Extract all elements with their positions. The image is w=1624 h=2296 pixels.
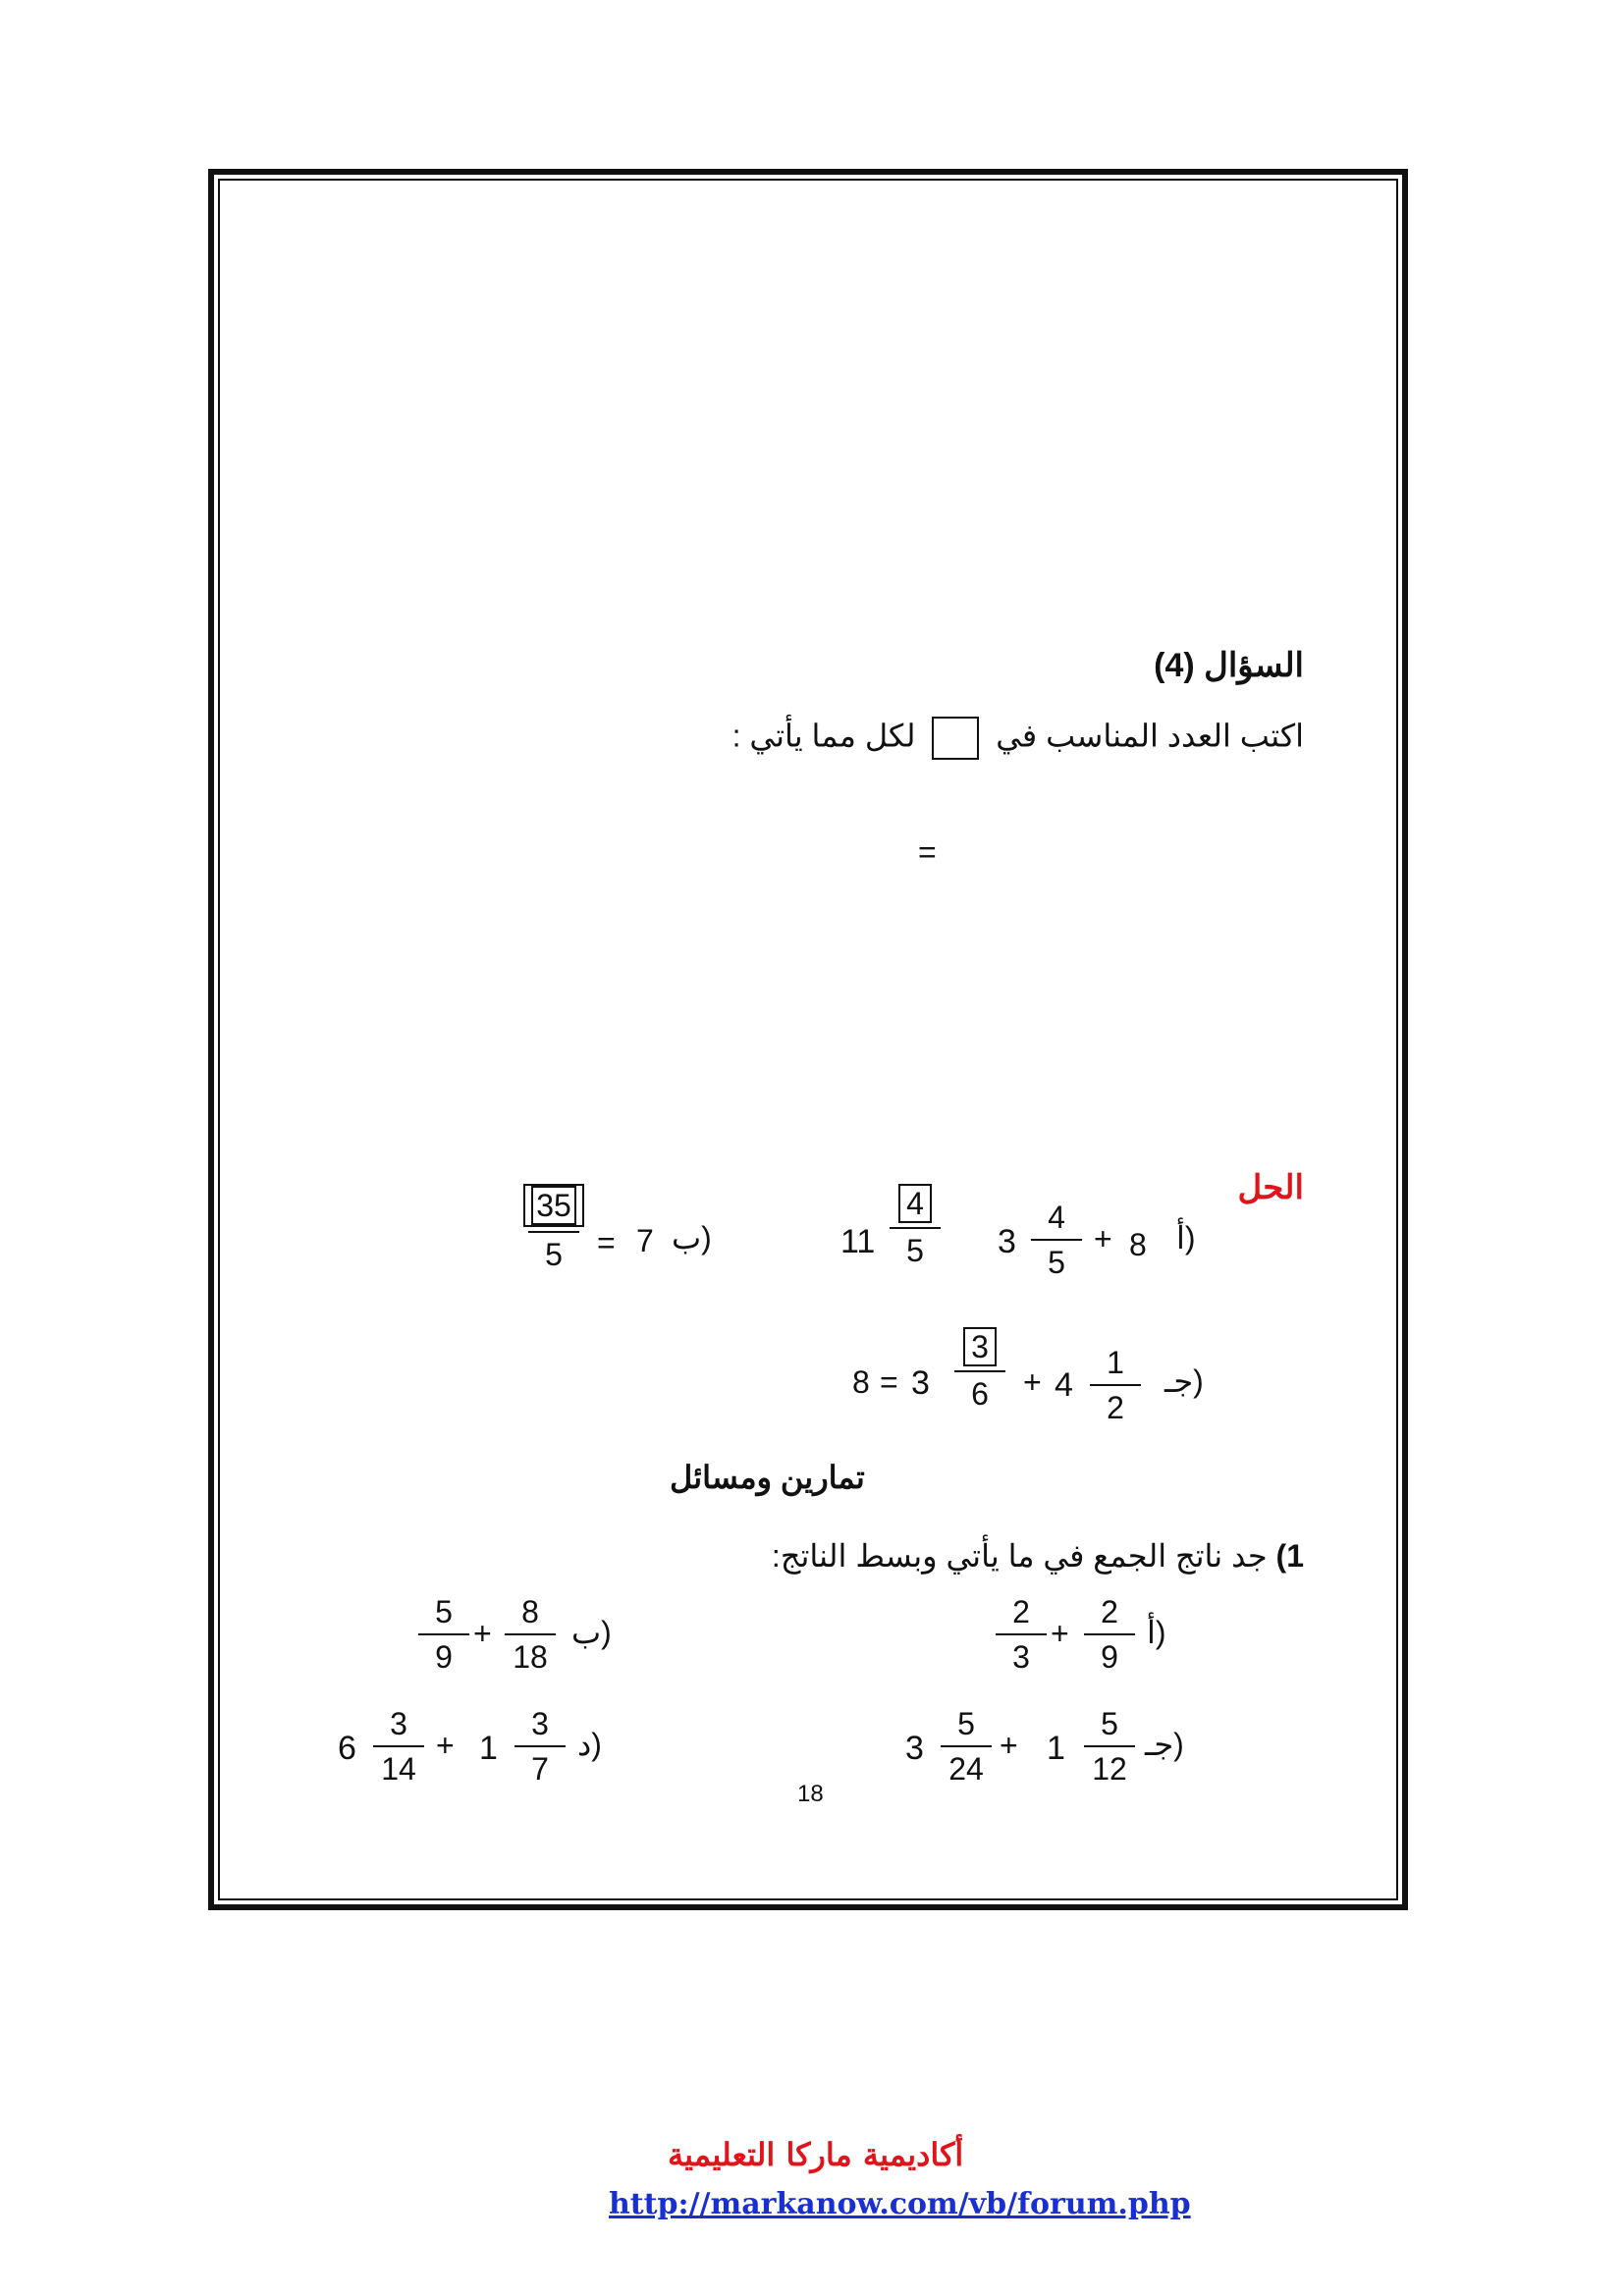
exercise-d-whole2: 6	[338, 1730, 356, 1767]
denominator: 24	[948, 1751, 984, 1787]
solution-c-result: 8	[852, 1364, 870, 1400]
question-instruction	[732, 717, 1304, 760]
numerator: 1	[1107, 1345, 1124, 1380]
solution-c-marker: جـ)	[1164, 1363, 1204, 1399]
exercise-d-whole1: 1	[479, 1730, 498, 1767]
numerator: 2	[1012, 1594, 1030, 1629]
denominator: 5	[906, 1233, 924, 1268]
fraction-bar	[505, 1633, 556, 1635]
exercise-1-number: 1)	[1275, 1538, 1304, 1574]
question-heading: السؤال (4)	[1154, 647, 1304, 684]
fraction-bar	[1090, 1384, 1141, 1386]
exercise-b-fraction2	[405, 1594, 483, 1675]
page-number: 18	[797, 1781, 824, 1807]
solution-label: الحل	[1237, 1169, 1304, 1206]
exercise-1-text: جد ناتج الجمع في ما يأتي وبسط الناتج:	[771, 1538, 1268, 1574]
exercise-c-whole2: 3	[905, 1730, 924, 1767]
solution-a-marker: أ)	[1176, 1220, 1196, 1255]
numerator: 5	[1101, 1706, 1118, 1741]
denominator: 3	[1012, 1639, 1030, 1675]
fraction-bar	[1031, 1239, 1082, 1241]
denominator: 6	[971, 1376, 989, 1412]
answer-box: 35	[531, 1186, 576, 1225]
exercise-d-marker: د)	[577, 1727, 602, 1762]
denominator: 2	[1107, 1390, 1124, 1425]
exercise-a-plus: +	[1051, 1616, 1069, 1651]
numerator: 3	[390, 1706, 407, 1741]
equals-sign: =	[918, 834, 937, 870]
numerator: 8	[521, 1594, 539, 1629]
solution-c-equals: =	[880, 1364, 898, 1400]
fraction-bar	[1084, 1633, 1135, 1635]
numerator: 2	[1101, 1594, 1118, 1629]
fraction-bar	[528, 1231, 579, 1233]
fraction-bar	[941, 1745, 992, 1747]
solution-b-fraction	[514, 1184, 593, 1272]
exercise-c-marker: جـ)	[1145, 1727, 1184, 1762]
denominator: 14	[381, 1751, 416, 1787]
instruction-part2: لكل مما يأتي :	[731, 718, 916, 754]
blank-box-icon	[932, 717, 979, 760]
exercise-c-whole1: 1	[1047, 1730, 1065, 1767]
solution-a-result-whole: 11	[840, 1223, 876, 1260]
solution-c-fraction1	[1076, 1345, 1155, 1425]
exercise-a-marker: أ)	[1147, 1615, 1166, 1650]
fraction-bar	[996, 1633, 1047, 1635]
instruction-part1: اكتب العدد المناسب في	[996, 718, 1304, 754]
solution-b-marker: ب)	[672, 1220, 712, 1255]
exercise-a-fraction1	[1070, 1594, 1149, 1675]
solution-b-equals: =	[597, 1225, 616, 1260]
footer-academy: أكاديمية ماركا التعليمية	[668, 2136, 964, 2173]
answer-box: 3	[963, 1327, 997, 1366]
solution-a-plus: +	[1094, 1221, 1112, 1256]
numerator: 5	[435, 1594, 453, 1629]
denominator: 7	[531, 1751, 549, 1787]
exercise-c-fraction1	[1070, 1706, 1149, 1787]
answer-box: 4	[898, 1184, 932, 1223]
solution-a-whole1: 8	[1129, 1227, 1147, 1262]
exercise-b-marker: ب)	[571, 1615, 612, 1650]
fraction-bar	[954, 1370, 1005, 1372]
exercise-d-plus: +	[436, 1728, 455, 1763]
fraction-bar	[890, 1227, 941, 1229]
exercise-c-fraction2	[927, 1706, 1005, 1787]
exercise-b-fraction1	[491, 1594, 569, 1675]
fraction-bar	[514, 1745, 566, 1747]
solution-c-fraction2	[941, 1327, 1019, 1412]
exercise-d-fraction2	[359, 1706, 438, 1787]
footer-url-link[interactable]: http://markanow.com/vb/forum.php	[609, 2187, 1191, 2221]
denominator: 9	[435, 1639, 453, 1675]
solution-a-whole2: 3	[998, 1223, 1016, 1260]
numerator: 4	[1048, 1200, 1065, 1235]
solution-c-whole1: 4	[1055, 1366, 1073, 1404]
page-border-inner	[218, 179, 1398, 1900]
fraction-bar	[418, 1633, 469, 1635]
denominator: 5	[545, 1237, 563, 1272]
solution-a-result-fraction	[876, 1184, 954, 1268]
fraction-bar	[1084, 1745, 1135, 1747]
exercise-a-fraction2	[982, 1594, 1060, 1675]
exercise-1-statement	[772, 1537, 1304, 1575]
exercise-d-fraction1	[501, 1706, 579, 1787]
solution-a-fraction2	[1017, 1200, 1096, 1280]
denominator: 18	[513, 1639, 548, 1675]
denominator: 5	[1048, 1245, 1065, 1280]
denominator: 12	[1092, 1751, 1127, 1787]
solution-c-plus: +	[1023, 1364, 1042, 1400]
solution-c-whole2: 3	[911, 1364, 930, 1402]
numerator: 3	[531, 1706, 549, 1741]
solution-b-whole: 7	[636, 1223, 654, 1258]
denominator: 9	[1101, 1639, 1118, 1675]
numerator: 5	[957, 1706, 975, 1741]
exercises-title: تمارين ومسائل	[670, 1460, 865, 1495]
fraction-bar	[373, 1745, 424, 1747]
exercise-b-plus: +	[473, 1616, 492, 1651]
exercise-c-plus: +	[1000, 1728, 1018, 1763]
